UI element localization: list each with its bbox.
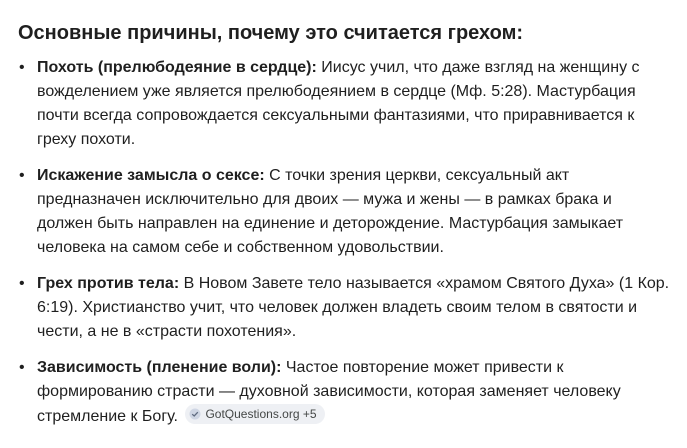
list-item (18, 56, 670, 152)
item-text: В Новом Завете тело называется «храмом Святого Духа» (1 Кор. 6:19). Христианство учит, что человек должен владеть своим телом в святости и чести, а не в «страсти похотения». (37, 275, 670, 340)
list-item (18, 272, 670, 344)
item-term: Искажение замысла о сексе: (37, 167, 265, 184)
item-text: Иисус учил, что даже взгляд на женщину с вожделением уже является прелюбодеянием в сердце (Мф. 5:28). Мастурбация почти всегда сопровождается сексуальными фантазиями, что приравнивается к греху похоти. (37, 59, 640, 148)
bullet-marker: • (19, 359, 25, 376)
item-term: Грех против тела: (37, 275, 180, 292)
source-chip-button[interactable] (185, 404, 324, 424)
list-item (18, 356, 670, 429)
reasons-list (18, 56, 670, 429)
item-text: С точки зрения церкви, сексуальный акт предназначен исключительно для двоих — мужа и жены — в рамках брака и должен быть направлен на единение и деторождение. Мастурбация замыкает человека на самом себе и собственном удовольствии. (37, 167, 624, 256)
item-term: Зависимость (пленение воли): (37, 359, 282, 376)
bullet-marker: • (19, 59, 25, 76)
section-heading: Основные причины, почему это считается грехом: (18, 22, 524, 44)
source-site-icon (189, 408, 201, 420)
item-text: Частое повторение может привести к формированию страсти — духовной зависимости, которая заменяет человеку стремление к Богу. (37, 359, 621, 425)
item-term: Похоть (прелюбодеяние в сердце): (37, 59, 317, 76)
bullet-marker: • (19, 167, 25, 184)
answer-content (18, 19, 670, 441)
bullet-marker: • (19, 275, 25, 292)
list-item (18, 164, 670, 260)
source-chip-label: GotQuestions.org +5 (205, 407, 317, 421)
